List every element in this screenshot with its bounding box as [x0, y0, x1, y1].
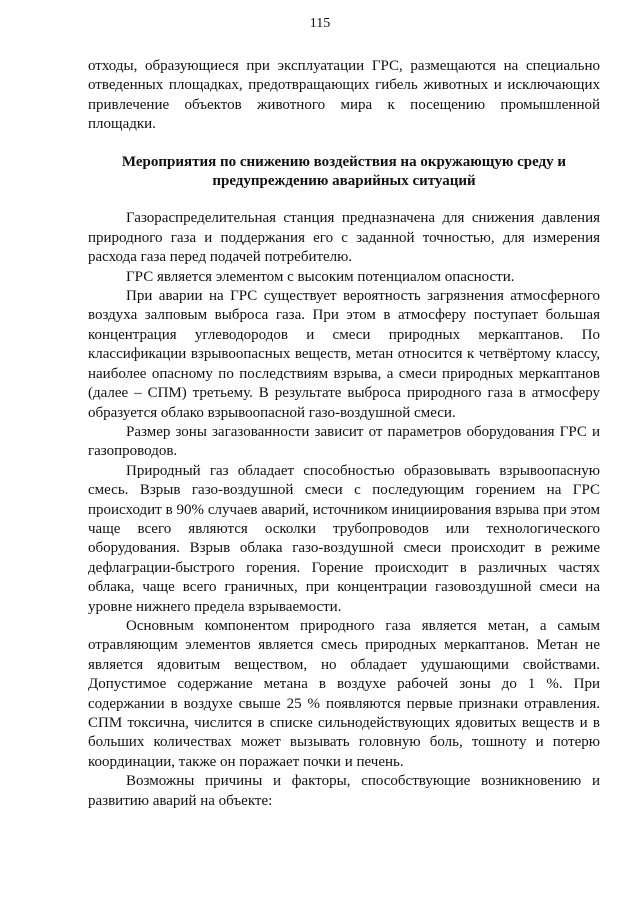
paragraph-explosion: Природный газ обладает способностью образовывать взрывоопасную смесь. Взрыв газо-воздушной смеси с последующим горением на ГРС происходит в 90% случаев аварий, источником инициирования взрыва при этом чаще всего являются осколки трубопроводов или технологического оборудования. Взрыв облака газо-воздушной смеси происходит в режиме дефлаграции-быстрого горения. Горение происходит в различных частях облака, чаще всего граничных, при концентрации газовоздушной смеси на уровне нижнего предела взрываемости.	[88, 462, 600, 615]
page-number: 115	[309, 16, 331, 31]
continued-paragraph: отходы, образующиеся при эксплуатации ГРС, размещаются на специально отведенных площадках, предотвращающих гибель животных и исключающих привлечение объектов животного мира к посещению промышленной площадки.	[88, 58, 600, 133]
page-content	[88, 57, 600, 811]
paragraph-danger-potential: ГРС является элементом с высоким потенциалом опасности.	[126, 268, 515, 285]
section-heading: Мероприятия по снижению воздействия на окружающую среду и предупреждению аварийных ситуаций	[121, 153, 567, 190]
paragraph-accident-emission: При аварии на ГРС существует вероятность загрязнения атмосферного воздуха залповым выброса газа. При этом в атмосферу поступает большая концентрация углеводородов и смеси природных меркаптанов. По классификации взрывоопасных веществ, метан относится к четвёртому классу, наиболее опасному по последствиям взрыва, а смеси природных меркаптанов (далее – СПМ) третьему. В результате выброса природного газа в атмосферу образуется облако взрывоопасной газо-воздушной смеси.	[88, 288, 600, 421]
paragraph-station-purpose: Газораспределительная станция предназначена для снижения давления природного газа и поддержания его с заданной точностью, для измерения расхода газа перед подачей потребителю.	[88, 210, 600, 266]
paragraph-accident-causes: Возможны причины и факторы, способствующие возникновению и развитию аварий на объекте:	[88, 773, 600, 809]
paragraph-contamination-zone: Размер зоны загазованности зависит от параметров оборудования ГРС и газопроводов.	[88, 423, 600, 460]
paragraph-methane-toxicity: Основным компонентом природного газа является метан, а самым отравляющим элементов является смесь природных меркаптанов. Метан не является ядовитым веществом, но обладает удушающими свойствами. Допустимое содержание метана в воздухе рабочей зоны до 1 %. При содержании в воздухе свыше 25 % появляются первые признаки отравления. СПМ токсична, числится в списке сильнодействующих ядовитых веществ и в больших количествах может вызывать головную боль, тошноту и потерю координации, также он поражает почки и печень.	[88, 617, 600, 770]
